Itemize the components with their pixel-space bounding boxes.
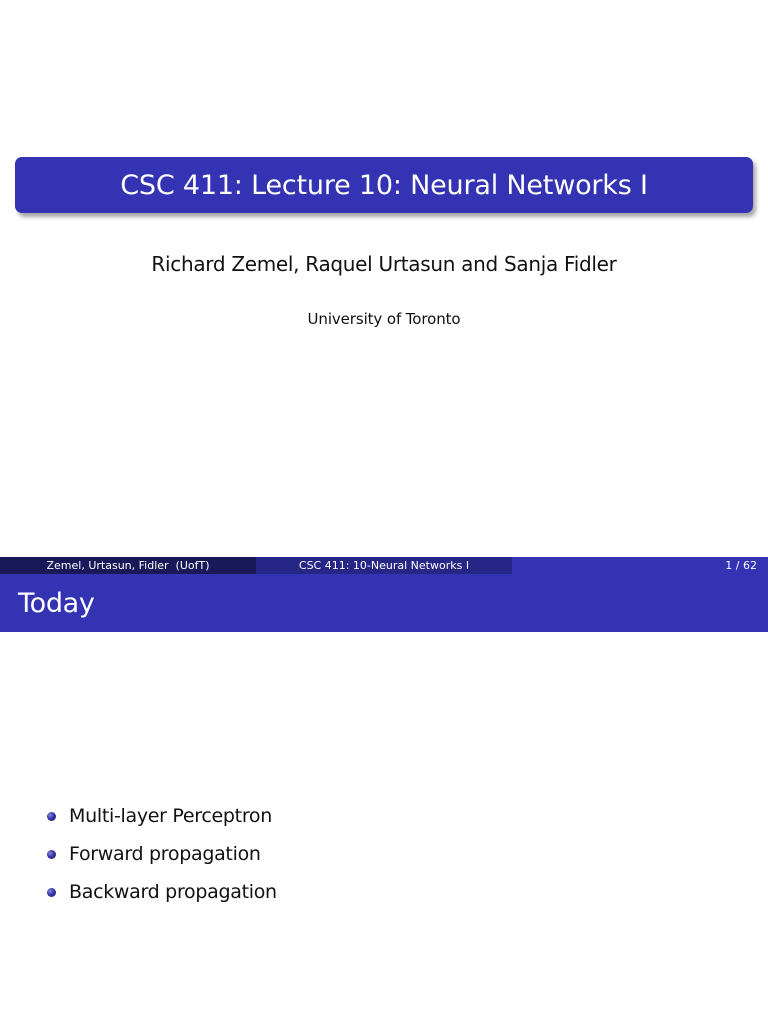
bullet-text: Forward propagation — [69, 843, 261, 865]
footer-page-number — [512, 557, 768, 574]
list-item — [0, 797, 768, 835]
footer-title — [256, 557, 512, 574]
bullet-icon — [47, 812, 56, 821]
footer-authors-text: Zemel, Urtasun, Fidler (UofT) — [46, 559, 210, 572]
list-item — [0, 873, 768, 911]
page-number-text: 1 / 62 — [725, 559, 757, 572]
bullet-text: Backward propagation — [69, 881, 277, 903]
slide-footer — [0, 557, 768, 574]
lecture-title: CSC 411: Lecture 10: Neural Networks I — [120, 169, 648, 201]
bullet-list — [0, 797, 768, 911]
footer-authors — [0, 557, 256, 574]
authors: Richard Zemel, Raquel Urtasun and Sanja Fidler — [151, 252, 617, 276]
slide-title: Today — [18, 587, 95, 619]
bullet-icon — [47, 850, 56, 859]
title-box — [15, 157, 753, 213]
footer-title-text: CSC 411: 10-Neural Networks I — [298, 559, 470, 572]
bullet-icon — [47, 888, 56, 897]
slide-header — [0, 574, 768, 632]
list-item — [0, 835, 768, 873]
institute: University of Toronto — [307, 310, 461, 328]
bullet-text: Multi-layer Perceptron — [69, 805, 272, 827]
